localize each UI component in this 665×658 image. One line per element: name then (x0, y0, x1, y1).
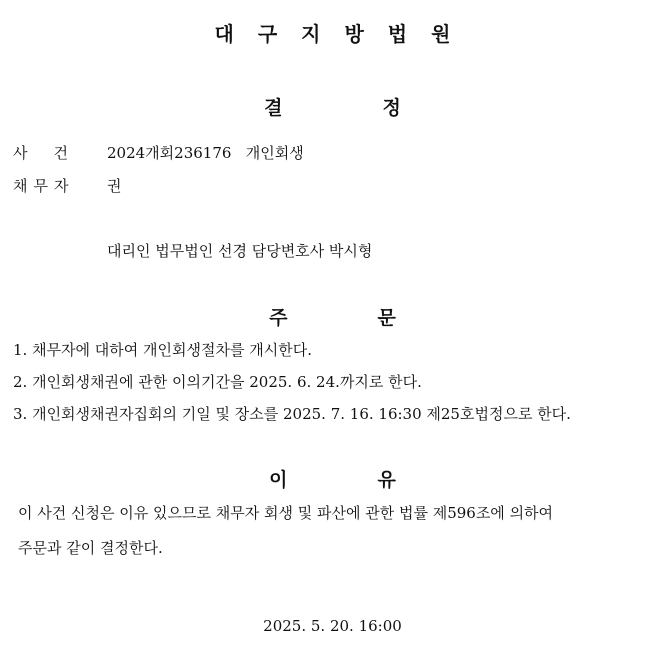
document-title-right: 정 (382, 97, 401, 119)
debtor-name: 권 (107, 177, 122, 195)
case-number: 2024개회236176 개인회생 (107, 144, 304, 162)
debtor-label: 채무자 (13, 177, 75, 195)
order-item-3: 3. 개인회생채권자집회의 기일 및 장소를 2025. 7. 16. 16:30 제25호법정으로 한다. (13, 405, 571, 423)
order-heading-left: 주 (269, 307, 288, 329)
order-heading-right: 문 (377, 307, 396, 329)
legal-agent: 대리인 법무법인 선경 담당변호사 박시형 (107, 242, 373, 260)
document-title (0, 93, 665, 120)
reason-heading (0, 465, 665, 492)
court-name: 대구지방법원 (214, 22, 475, 46)
order-item-1: 1. 채무자에 대하여 개인회생절차를 개시한다. (13, 341, 312, 359)
document-title-left: 결 (264, 97, 283, 119)
case-label-b: 건 (53, 144, 68, 162)
reason-heading-right: 유 (377, 469, 396, 491)
case-label (13, 142, 68, 163)
order-item-2: 2. 개인회생채권에 관한 이의기간을 2025. 6. 24.까지로 한다. (13, 373, 422, 391)
reason-line-2: 주문과 같이 결정한다. (18, 539, 163, 557)
order-heading (0, 303, 665, 330)
case-label-a: 사 (13, 144, 28, 162)
reason-line-1: 이 사건 신청은 이유 있으므로 채무자 회생 및 파산에 관한 법률 제596조에 의하여 (18, 504, 554, 522)
decision-date: 2025. 5. 20. 16:00 (263, 617, 402, 635)
reason-heading-left: 이 (269, 469, 288, 491)
